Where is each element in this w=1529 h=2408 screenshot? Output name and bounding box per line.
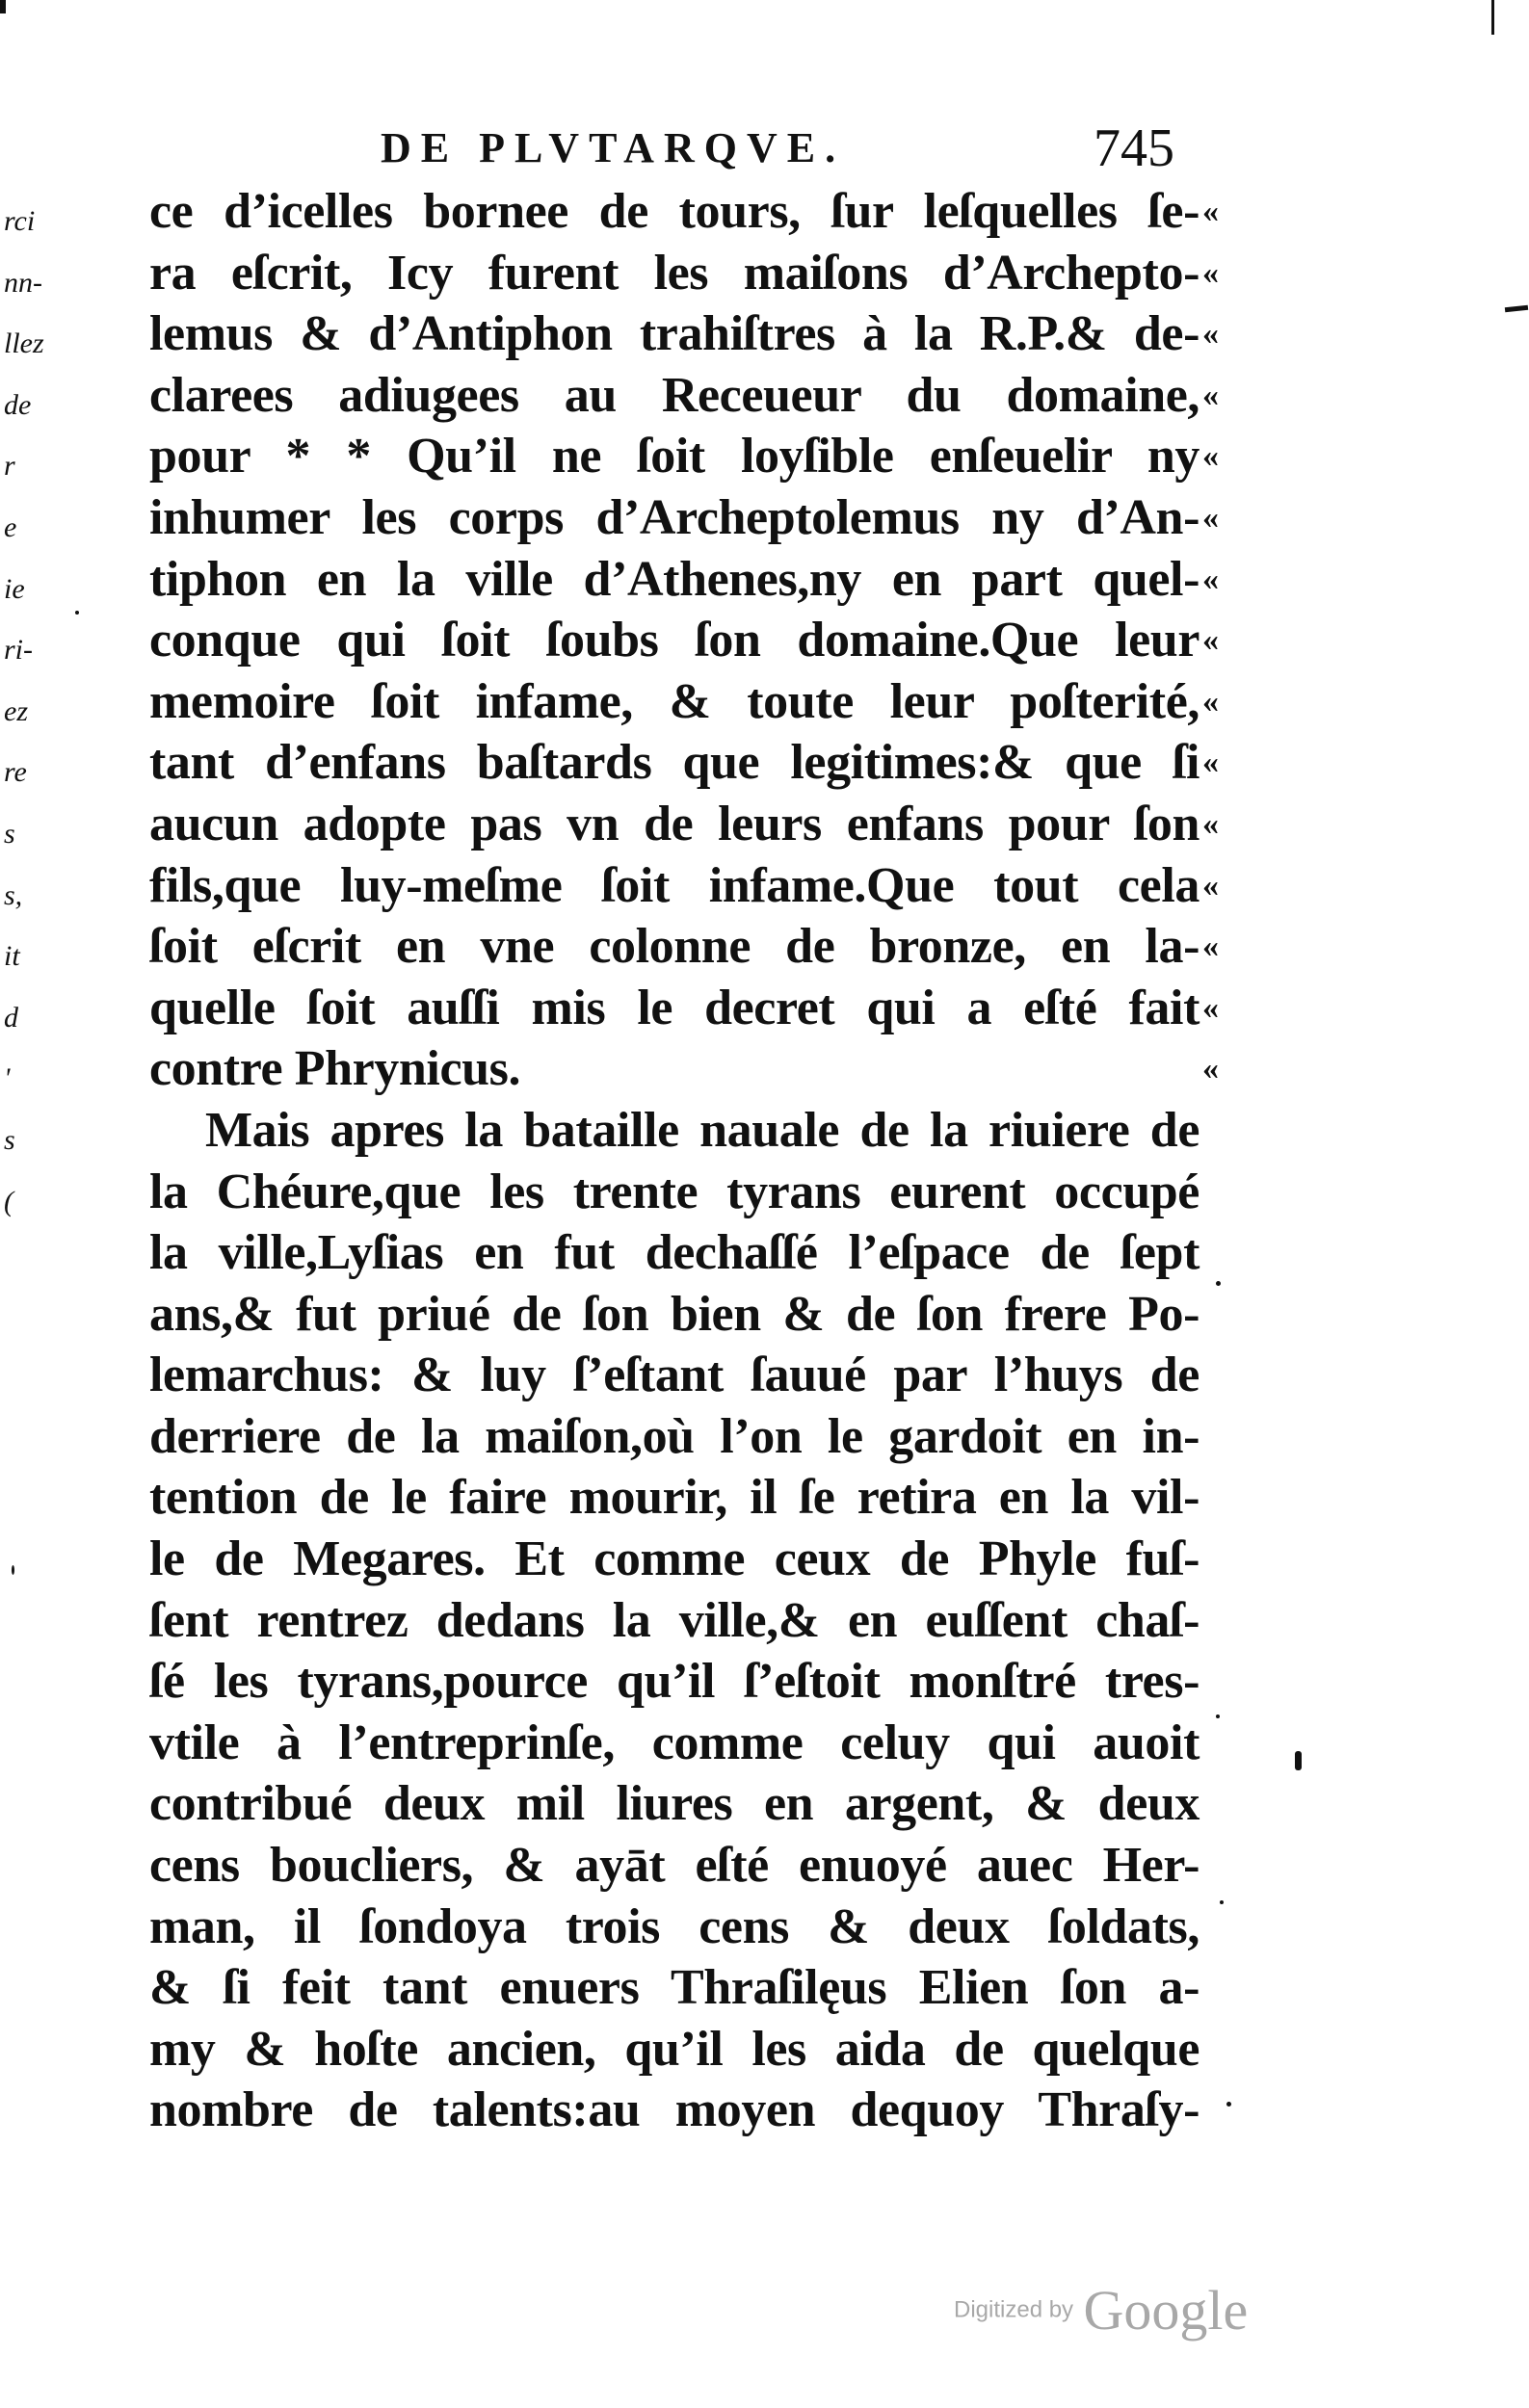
ink-speck: [1226, 2102, 1231, 2107]
text-line: le de Megares. Et comme ceux de Phyle fuſ-: [149, 1531, 1199, 1587]
quotation-mark: «: [1202, 561, 1219, 597]
margin-fragment: ez: [4, 694, 28, 727]
text-line: fils,que luy-meſme ſoit infame.Que tout cela: [149, 857, 1199, 913]
margin-fragment: s: [4, 817, 15, 850]
text-line: contribué deux mil liures en argent, & deux: [149, 1776, 1199, 1832]
text-line: lemarchus: & luy ſ’eſtant ſauué par l’huys de: [149, 1348, 1199, 1403]
margin-fragment: d: [4, 1001, 18, 1034]
watermark-prefix: Digitized by: [954, 2296, 1074, 2323]
text-line: conque qui ſoit ſoubs ſon domaine.Que leur: [149, 613, 1199, 668]
text-line: ra eſcrit, Icy furent les maiſons d’Archepto-: [149, 245, 1199, 301]
quotation-mark: «: [1202, 745, 1219, 781]
marginal-quotation-marks: [1202, 181, 1241, 1100]
digitization-watermark: [954, 2278, 1248, 2343]
scan-edge-mark: [0, 0, 6, 13]
scan-edge-mark: [1491, 0, 1494, 35]
text-line: tant d’enfans baſtards que legitimes:& que ſi: [149, 735, 1199, 791]
text-line: clarees adiugees au Receueur du domaine,: [149, 367, 1199, 423]
text-line: lemus & d’Antiphon trahiſtres à la R.P.& de-: [149, 306, 1199, 362]
margin-fragment: llez: [4, 327, 44, 360]
running-head-title: DE PLVTARQVE.: [381, 124, 846, 171]
ink-speck: [1295, 1751, 1302, 1770]
margin-fragment: de: [4, 388, 32, 421]
page-number: 745: [1094, 118, 1174, 178]
quotation-mark: «: [1202, 929, 1219, 965]
text-line: la Chéure,que les trente tyrans eurent occupé: [149, 1164, 1199, 1219]
text-line: ſoit eſcrit en vne colonne de bronze, en la-: [149, 919, 1199, 975]
text-line: tiphon en la ville d’Athenes,ny en part quel-: [149, 551, 1199, 607]
ink-speck: [1216, 1281, 1221, 1286]
body-text: [149, 181, 1199, 2141]
text-line: cens boucliers, & ayāt eſté enuoyé auec Her-: [149, 1838, 1199, 1894]
scan-edge-mark: [1505, 305, 1528, 312]
text-line: la ville,Lyſias en fut dechaſſé l’eſpace de ſept: [149, 1225, 1199, 1281]
quotation-mark: «: [1202, 867, 1219, 903]
text-line: derriere de la maiſon,où l’on le gardoit en in-: [149, 1408, 1199, 1464]
quotation-mark: «: [1202, 377, 1219, 413]
paragraph-start-line: Mais apres la bataille nauale de la riuiere de: [205, 1102, 1199, 1158]
quotation-mark: «: [1202, 622, 1219, 659]
quotation-mark: «: [1202, 805, 1219, 842]
text-line: my & hoſte ancien, qu’il les aida de quelque: [149, 2021, 1199, 2077]
margin-fragment: ie: [4, 572, 25, 605]
text-line: memoire ſoit infame, & toute leur poſterité,: [149, 673, 1199, 729]
quotation-mark: «: [1202, 1051, 1219, 1087]
text-line: man, il ſondoya trois cens & deux ſoldats,: [149, 1898, 1199, 1954]
text-line: nombre de talents:au moyen dequoy Thraſy-: [149, 2082, 1199, 2138]
quotation-mark: «: [1202, 683, 1219, 720]
quotation-mark: «: [1202, 499, 1219, 536]
facing-page-margin-fragments: [4, 191, 52, 1232]
text-line: pour * * Qu’il ne ſoit loyſible enſeuelir ny: [149, 429, 1199, 484]
text-line: contre Phrynicus.: [149, 1041, 521, 1097]
quotation-mark: «: [1202, 316, 1219, 353]
ink-speck: [75, 611, 79, 615]
ink-speck: [12, 1565, 14, 1575]
quotation-mark: «: [1202, 194, 1219, 229]
text-line: tention de le faire mourir, il ſe retira en la vil-: [149, 1470, 1199, 1526]
margin-fragment: rci: [4, 205, 36, 237]
margin-fragment: ': [4, 1062, 11, 1095]
text-line: ſent rentrez dedans la ville,& en euſſent chaſ-: [149, 1592, 1199, 1648]
margin-fragment: e: [4, 510, 17, 543]
ink-speck: [1216, 1714, 1220, 1718]
margin-fragment: it: [4, 940, 20, 973]
margin-fragment: s: [4, 1123, 15, 1156]
quotation-mark: «: [1202, 438, 1219, 475]
text-line: & ſi feit tant enuers Thraſilęus Elien ſon a-: [149, 1960, 1199, 2016]
margin-fragment: nn-: [4, 266, 42, 299]
text-line: ce d’icelles bornee de tours, ſur leſquelles ſe-: [149, 184, 1199, 239]
text-line: aucun adopte pas vn de leurs enfans pour ſon: [149, 796, 1199, 851]
margin-fragment: re: [4, 756, 27, 789]
margin-fragment: ri-: [4, 634, 33, 667]
quotation-mark: «: [1202, 989, 1219, 1026]
margin-fragment: s,: [4, 878, 23, 911]
margin-fragment: (: [4, 1185, 13, 1217]
text-line: ſé les tyrans,pource qu’il ſ’eſtoit monſtré tres-: [149, 1654, 1199, 1710]
text-line: inhumer les corps d’Archeptolemus ny d’An-: [149, 489, 1199, 545]
text-line: vtile à l’entreprinſe, comme celuy qui auoit: [149, 1714, 1199, 1770]
margin-fragment: r: [4, 450, 15, 483]
ink-speck: [1220, 1900, 1224, 1904]
watermark-brand: Google: [1083, 2279, 1249, 2342]
quotation-mark: «: [1202, 254, 1219, 291]
text-line: quelle ſoit auſſi mis le decret qui a eſté fait: [149, 980, 1199, 1035]
text-line: ans,& fut priué de ſon bien & de ſon frere Po-: [149, 1286, 1199, 1342]
